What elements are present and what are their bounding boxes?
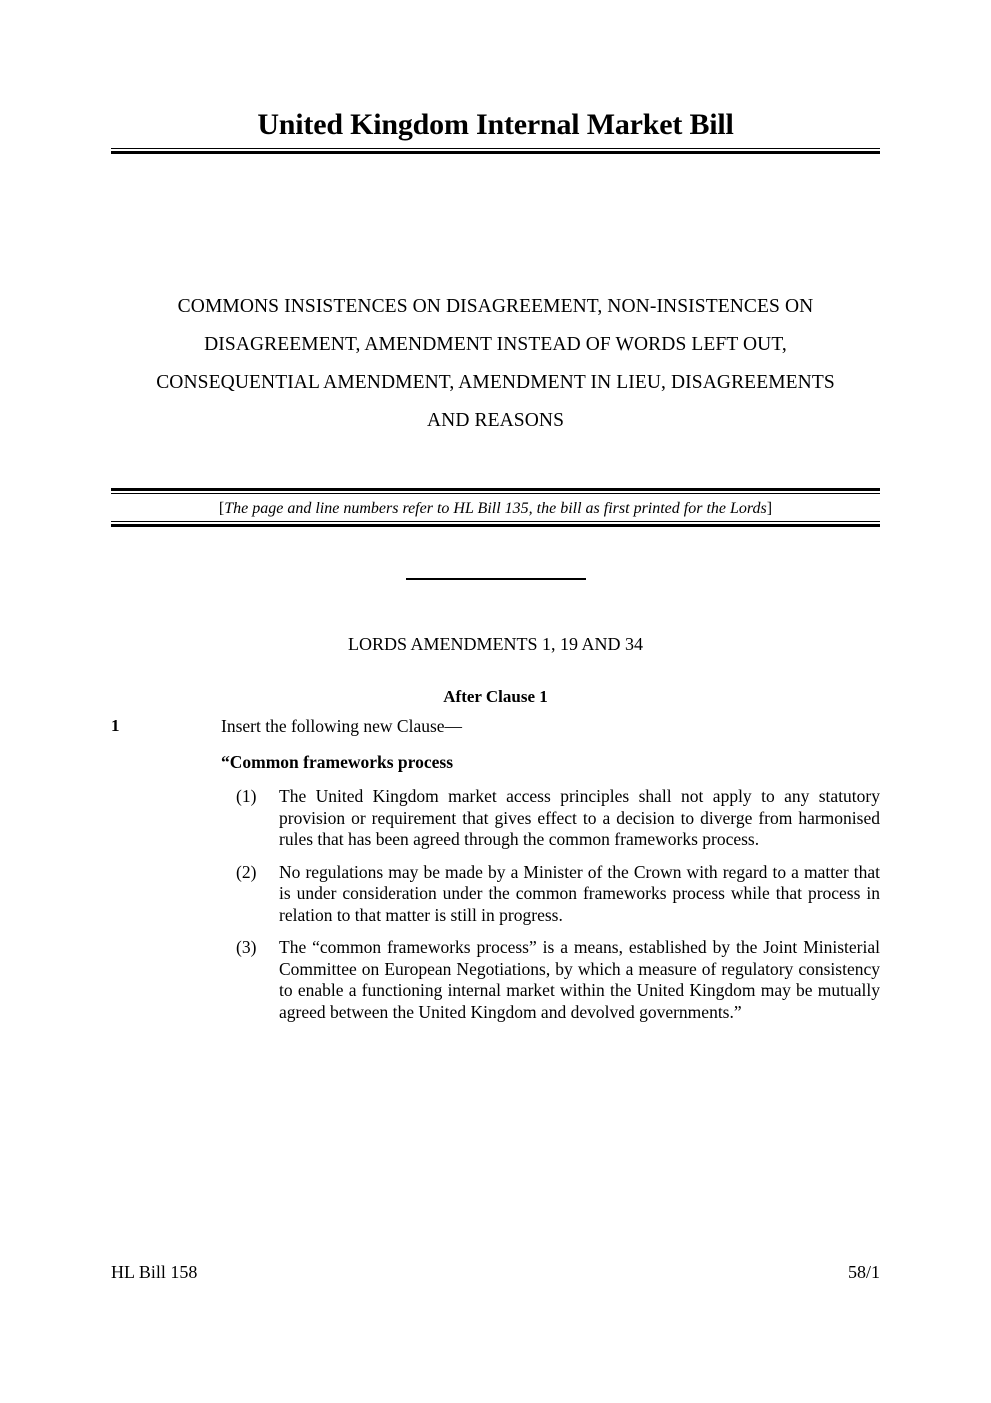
note-close-bracket: ] [766,500,773,517]
note-divider-bottom [111,521,880,527]
note-top-thin-rule [111,493,880,494]
main-heading [111,288,880,440]
main-heading-line-4: AND REASONS [426,410,565,431]
amendment-lead-in: Insert the following new Clause— [221,716,463,736]
page-footer [111,1260,880,1284]
main-heading-line-1: COMMONS INSISTENCES ON DISAGREEMENT, NON-INSISTENCES ON [177,296,814,317]
note-text: The page and line numbers refer to HL Bill 135, the bill as first printed for the Lords [224,500,767,517]
note-bottom-thick-rule [111,524,880,527]
subsection-1-marker: (1) [236,786,257,806]
footer-bill-reference: HL Bill 158 [111,1262,198,1282]
subsection-3 [221,937,880,1023]
subsection-3-marker: (3) [236,937,257,957]
amendment-lead-row [111,714,880,738]
section-divider [406,578,586,580]
note-divider-top [111,488,880,494]
clause-heading: After Clause 1 [443,687,548,706]
amendment-subheading: “Common frameworks process [221,752,454,772]
amendment-subsections [221,786,880,1023]
subsection-2 [221,862,880,927]
subsection-1 [221,786,880,851]
title-divider [111,148,880,154]
subsection-2-text: No regulations may be made by a Minister of the Crown with regard to a matter that is under consideration under the common frameworks process while that process in relation to that matter is still in progress. [279,861,880,925]
footer-page-reference: 58/1 [847,1262,880,1282]
subsection-3-text: The “common frameworks process” is a means, established by the Joint Ministerial Committee on European Negotiations, by which a measure of regulatory consistency to enable a functioning internal market within the United Kingdom may be mutually agreed between the United Kingdom and devolved governments.” [279,937,880,1022]
main-heading-line-2: DISAGREEMENT, AMENDMENT INSTEAD OF WORDS LEFT OUT, [204,334,787,355]
subsection-1-text: The United Kingdom market access principles shall not apply to any statutory provision or requirement that gives effect to a decision to diverge from harmonised rules that has been agreed through the common frameworks process. [279,786,880,849]
note-open-bracket: [ [218,500,225,517]
subsection-2-marker: (2) [236,861,257,882]
amendment-block [111,714,880,1023]
amendment-number: 1 [111,716,120,735]
title-divider-thick-rule [111,151,880,154]
page-line-numbers-note [111,499,880,519]
main-heading-line-3: CONSEQUENTIAL AMENDMENT, AMENDMENT IN LIEU, DISAGREEMENTS [156,372,835,393]
page-title: United Kingdom Internal Market Bill [257,108,734,141]
lords-amendments-heading: LORDS AMENDMENTS 1, 19 AND 34 [347,634,644,654]
